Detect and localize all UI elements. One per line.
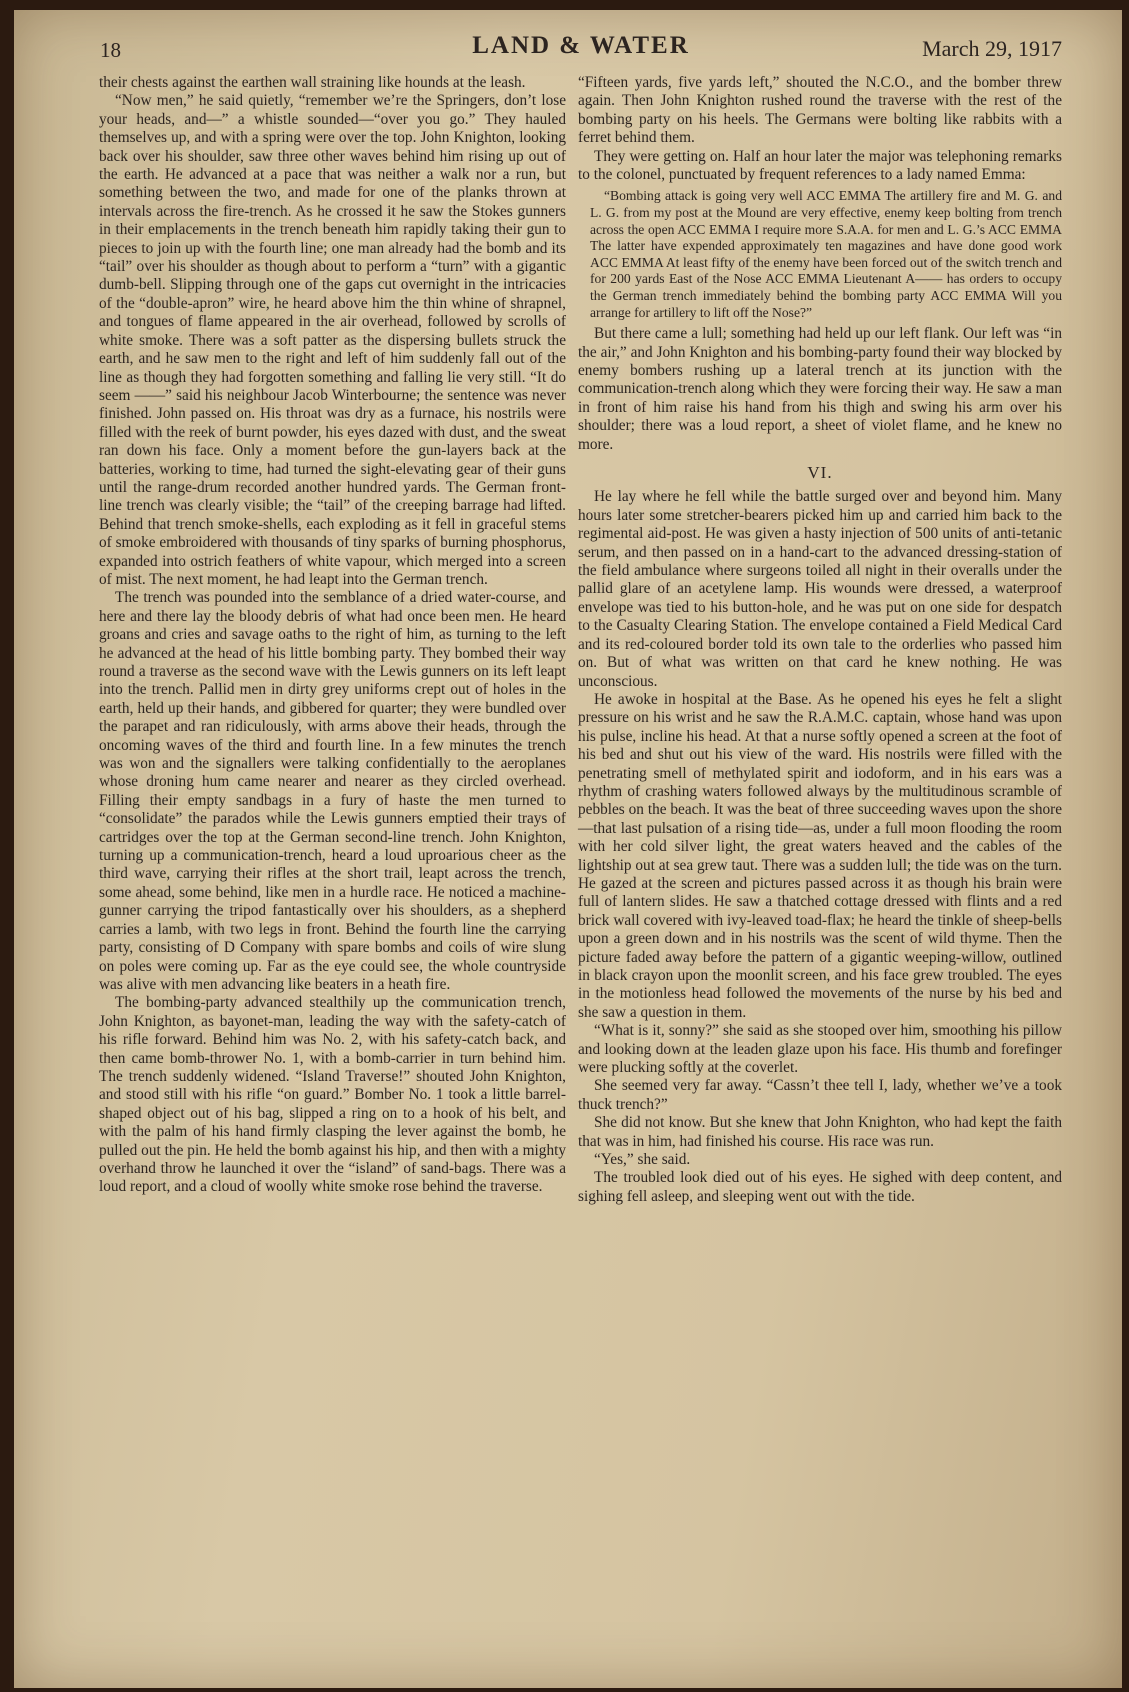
paragraph: They were getting on. Half an hour later the major was telephoning remarks to the colonel, punctuated by frequent references to a lady named Emma: — [578, 147, 1062, 184]
left-column — [99, 74, 566, 1197]
paragraph: “Now men,” he said quietly, “remember we’re the Springers, don’t lose your heads, and—” a whistle sounded—“over you go.” They hauled themselves up, and with a spring were over the top. John Knighton, looking back over his shoulder, saw three other waves behind him rising up out of the earth. He advanced at a pace that was neither a walk nor a run, but something between the two, and made for one of the planks thrown at intervals across the fire-trench. As he crossed it he saw the Stokes gunners in their emplacements in the trench beneath him rapidly taking their gun to pieces to join up with the fourth line; one man already had the bomb and its “tail” over his shoulder as though about to perform a “turn” with a gigantic dumb-bell. Slipping through one of the gaps cut overnight in the intricacies of the “double-apron” wire, he heard above him the thin whine of shrapnel, and tongues of flame appeared in the air overhead, followed by scrolls of white smoke. There was a soft patter as the dispersing bullets struck the earth, and he saw men to the right and left of him suddenly fall out of the line as though they had forgotten something and falling lie very still. “It do seem ——” said his neighbour Jacob Winterbourne; the sentence was never finished. John passed on. His throat was dry as a furnace, his nostrils were filled with the reek of burnt powder, his eyes dazed with dust, and the sweat ran down his face. Only a moment before the gun-layers back at the batteries, working to time, had turned the sight-elevating gear of their guns until the range-drum recorded another hundred yards. The German front-line trench was clearly visible; the “tail” of the creeping barrage had lifted. Behind that trench smoke-shells, each exploding as it fell in graceful stems of smoke embroidered with thousands of tiny sparks of burning phosphorus, expanded into ostrich feathers of white vapour, which merged into a screen of mist. The next moment, he had leapt into the German trench. — [99, 92, 566, 588]
issue-date: March 29, 1917 — [922, 36, 1062, 61]
page-number: 18 — [100, 38, 121, 62]
paragraph: “Fifteen yards, five yards left,” shouted the N.C.O., and the bomber threw again. Then John Knighton rushed round the traverse with the rest of the bombing party on his heels. The Germans were bolting like rabbits with a ferret behind them. — [578, 74, 1062, 147]
page-header — [100, 32, 1062, 66]
paragraph: “What is it, sonny?” she said as she stooped over him, smoothing his pillow and looking down at the leaden glaze upon his face. His thumb and forefinger were plucking softly at the coverlet. — [578, 1022, 1062, 1077]
paragraph: She seemed very far away. “Cassn’t thee tell I, lady, whether we’ve a took thuck trench?” — [578, 1077, 1062, 1113]
paragraph: He awoke in hospital at the Base. As he opened his eyes he felt a slight pressure on his wrist and he saw the R.A.M.C. captain, whose hand was upon his pulse, incline his head. At that a nurse softly opened a screen at the foot of his bed and shut out his view of the ward. His nostrils were filled with the penetrating smell of methylated spirit and iodoform, and in his ears was a rhythm of crashing waters followed always by the multitudinous scramble of pebbles on the beach. It was the beat of three succeeding waves upon the shore—that last pulsation of a rising tide—as, under a full moon flooding the room with her cold silver light, the great waters heaved and the cables of the lightship out at sea grew taut. There was a sudden lull; the tide was on the turn. He gazed at the screen and pictures passed across it as though his brain were full of lantern slides. He saw a thatched cottage dressed with flints and a red brick wall covered with ivy-leaved toad-flax; he heard the tinkle of sheep-bells upon a green down and in his nostrils was the scent of wild thyme. Then the picture faded away before the pattern of a gigantic weeping-willow, outlined in black crayon upon the moonlit screen, and his face grew troubled. The eyes in the motionless head followed the movements of the nurse by his bed and she saw a question in them. — [578, 690, 1063, 1021]
paragraph: But there came a lull; something had held up our left flank. Our left was “in the air,” and John Knighton and his bombing-party found their way blocked by enemy bombers rushing up a lateral trench at its junction with the communication-trench along which they were forcing their way. He saw a man in front of him raise his hand from his thigh and swing his arm over his shoulder; there was a loud report, a sheet of violet flame, and he knew no more. — [578, 325, 1062, 453]
right-column — [578, 74, 1062, 1206]
section-heading: VI. — [807, 463, 833, 483]
magazine-page — [14, 10, 1122, 1688]
paragraph: She did not know. But she knew that John Knighton, who had kept the faith that was in him, had finished his course. His race was run. — [578, 1114, 1062, 1150]
paragraph: “Yes,” she said. — [594, 1151, 691, 1169]
paragraph: The trench was pounded into the semblance of a dried water-course, and here and there lay the bloody debris of what had once been men. He heard groans and cries and savage oaths to the right of him, as turning to the left he advanced at the head of his little bombing party. They bombed their way round a traverse as the second wave with the Lewis gunners on its left leapt into the trench. Pallid men in dirty grey uniforms crept out of holes in the earth, held up their hands, and gibbered for quarter; they were bundled over the parapet and ran ridiculously, with arms above their heads, through the oncoming waves of the third and fourth line. In a few minutes the trench was won and the signallers were talking confidentially to the aeroplanes whose droning hum came nearer and nearer as they circled overhead. Filling their empty sandbags in a fury of haste the men turned to “consolidate” the parados while the Lewis gunners emptied their trays of cartridges over the top at the German second-line trench. John Knighton, turning up a communication-trench, heard a loud uproarious cheer as the third wave, carrying their rifles at the short trail, leapt across the trench, some ahead, some behind, like men in a hurdle race. He noticed a machine-gunner carrying the tripod fantastically over his shoulders, as a shepherd carries a lamb, with two legs in front. Behind the fourth line the carrying party, consisting of D Company with spare bombs and coils of wire slung on poles were coming up. Far as the eye could see, the whole countryside was alive with men advancing like beaters in a heath fire. — [99, 589, 566, 993]
paragraph: He lay where he fell while the battle surged over and beyond him. Many hours later some stretcher-bearers picked him up and carried him back to the regimental aid-post. He was given a hasty injection of 500 units of anti-tetanic serum, and then passed on in a hand-cart to the advanced dressing-station of the field ambulance where surgeons toiled all night in their overalls under the pallid glare of an acetylene lamp. His wounds were dressed, a waterproof envelope was tied to his button-hole, and he was put on one side for despatch to the Casualty Clearing Station. The envelope contained a Field Medical Card and its red-coloured border told its own tale to the orderlies who passed him on. But of what was written on that card he knew nothing. He was unconscious. — [578, 488, 1062, 690]
paragraph: The troubled look died out of his eyes. He sighed with deep content, and sighing fell asleep, and sleeping went out with the tide. — [578, 1169, 1062, 1205]
paragraph: The bombing-party advanced stealthily up the communication trench, John Knighton, as bayonet-man, leading the way with the safety-catch of his rifle forward. Behind him was No. 2, with his safety-catch back, and then came bomb-thrower No. 1, with a bomb-carrier in turn behind him. The trench suddenly widened. “Island Traverse!” shouted John Knighton, and stood still with his rifle “on guard.” Bomber No. 1 took a little barrel-shaped object out of his bag, slipped a ring on to a hook of his belt, and with the palm of his hand firmly clasping the lever against the bomb, he pulled out the pin. He held the bomb against his hip, and then with a mighty overhand throw he launched it over the “island” of sand-bags. There was a loud report, and a cloud of woolly white smoke rose behind the traverse. — [99, 994, 566, 1196]
masthead-title: LAND & WATER — [472, 32, 690, 59]
quote-text: “Bombing attack is going very well ACC EMMA The artillery fire and M. G. and L. G. from my post at the Mound are very effective, enemy keep bolting from trench across the open ACC EMMA I require more S.A.A. for men and L. G.’s ACC EMMA The latter have expended approximately ten magazines and have done good work ACC EMMA At least fifty of the enemy have been forced out of the switch trench and for 200 yards East of the Nose ACC EMMA Lieutenant A—— has orders to occupy the German trench immediately behind the bombing party ACC EMMA Will you arrange for artillery to lift off the Nose?” — [590, 188, 1062, 320]
paragraph: their chests against the earthen wall straining like hounds at the leash. — [99, 74, 526, 91]
telephone-message-quote — [590, 188, 1062, 321]
